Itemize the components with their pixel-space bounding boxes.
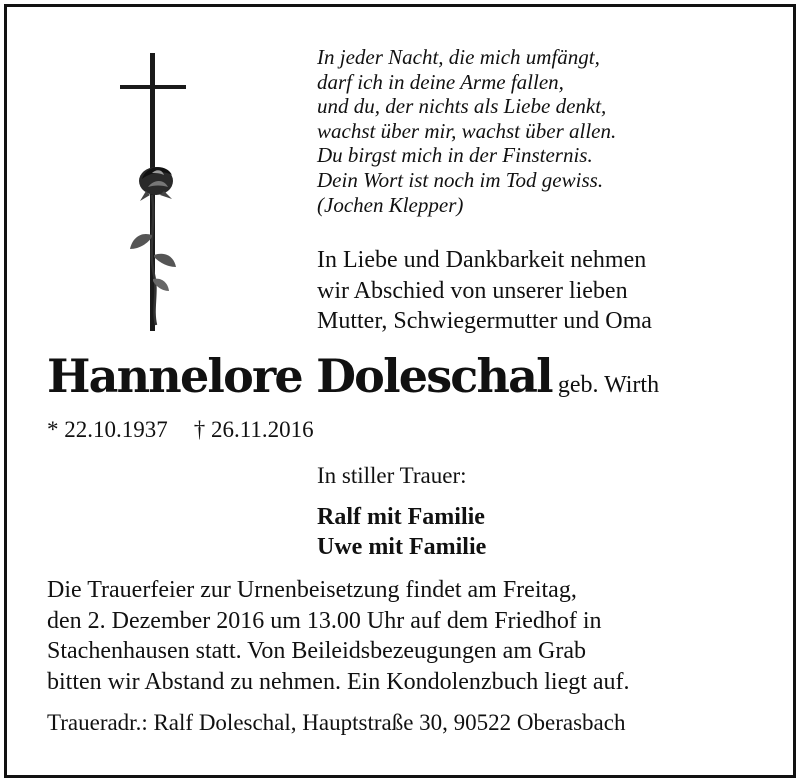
life-dates: [47, 417, 314, 443]
mourning-address: Traueradr.: Ralf Doleschal, Hauptstraße 30, 90522 Oberasbach: [47, 710, 626, 735]
poem: [317, 45, 616, 217]
poem-line: wachst über mir, wachst über allen.: [317, 118, 617, 143]
mourner-name: Uwe mit Familie: [317, 534, 487, 560]
birth-date: * 22.10.1937: [47, 417, 168, 442]
poem-author: (Jochen Klepper): [317, 192, 464, 217]
poem-line: Dein Wort ist noch im Tod gewiss.: [317, 167, 604, 192]
funeral-service-text: [47, 575, 630, 697]
deceased-name: Hannelore Doleschal: [47, 349, 552, 403]
service-line: Stachenhausen statt. Von Beileidsbezeugungen am Grab: [47, 638, 586, 664]
deceased-heading: [47, 344, 659, 408]
mourner-name: Ralf mit Familie: [317, 504, 485, 530]
mourning-label: In stiller Trauer:: [317, 463, 467, 488]
poem-line: darf ich in deine Arme fallen,: [317, 69, 564, 94]
cross-with-rose-icon: [112, 47, 192, 337]
service-line: Die Trauerfeier zur Urnenbeisetzung findet am Freitag,: [47, 577, 577, 603]
intro-text: [317, 245, 652, 337]
poem-line: In jeder Nacht, die mich umfängt,: [317, 45, 600, 69]
death-date: † 26.11.2016: [193, 417, 314, 442]
poem-line: Du birgst mich in der Finsternis.: [317, 143, 593, 168]
obituary-notice: [4, 4, 796, 778]
mourners-block: [317, 462, 486, 562]
intro-line: Mutter, Schwiegermutter und Oma: [317, 308, 652, 334]
maiden-name: geb. Wirth: [557, 372, 660, 398]
service-line: bitten wir Abstand zu nehmen. Ein Kondolenzbuch liegt auf.: [47, 668, 630, 695]
poem-line: und du, der nichts als Liebe denkt,: [317, 94, 607, 119]
intro-line: wir Abschied von unserer lieben: [317, 277, 628, 304]
intro-line: In Liebe und Dankbarkeit nehmen: [317, 247, 647, 273]
service-line: den 2. Dezember 2016 um 13.00 Uhr auf dem Friedhof in: [47, 607, 602, 634]
